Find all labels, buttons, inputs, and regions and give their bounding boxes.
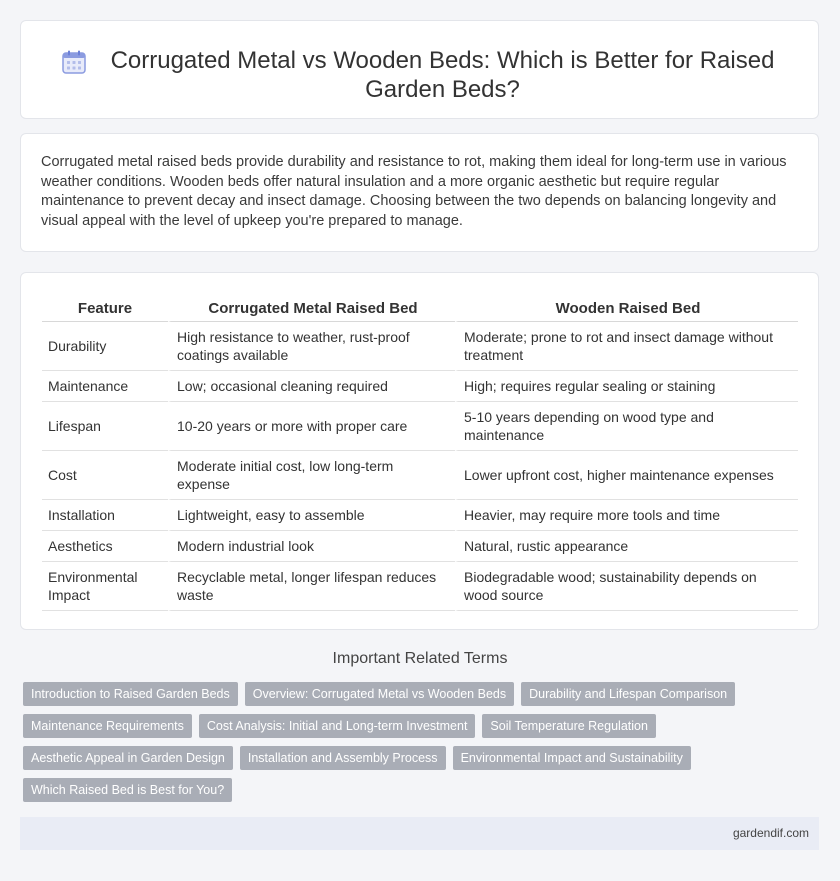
- metal-cell: Modern industrial look: [168, 531, 455, 562]
- wood-cell: Heavier, may require more tools and time: [455, 500, 798, 531]
- related-term-tag[interactable]: Installation and Assembly Process: [240, 746, 446, 770]
- related-term-tag[interactable]: Aesthetic Appeal in Garden Design: [23, 746, 233, 770]
- feature-cell: Maintenance: [42, 371, 168, 402]
- table-header-row: [42, 298, 798, 322]
- feature-cell: Aesthetics: [42, 531, 168, 562]
- related-term-tag[interactable]: Introduction to Raised Garden Beds: [23, 682, 238, 706]
- header-wood: Wooden Raised Bed: [455, 298, 798, 322]
- table-row: [42, 562, 798, 611]
- related-term-tag[interactable]: Environmental Impact and Sustainability: [453, 746, 691, 770]
- footer: [20, 817, 819, 850]
- table-row: [42, 500, 798, 531]
- table-row: [42, 451, 798, 500]
- page-title: Corrugated Metal vs Wooden Beds: Which is Better for Raised Garden Beds?: [110, 47, 775, 103]
- table-row: [42, 531, 798, 562]
- wood-cell: Biodegradable wood; sustainability depends on wood source: [455, 562, 798, 611]
- related-term-tag[interactable]: Cost Analysis: Initial and Long-term Investment: [199, 714, 476, 738]
- related-term-tag[interactable]: Which Raised Bed is Best for You?: [23, 778, 232, 802]
- metal-cell: Recyclable metal, longer lifespan reduces waste: [168, 562, 455, 611]
- related-term-tag[interactable]: Maintenance Requirements: [23, 714, 192, 738]
- wood-cell: 5-10 years depending on wood type and maintenance: [455, 402, 798, 451]
- related-terms-list: [23, 682, 813, 802]
- wood-cell: Natural, rustic appearance: [455, 531, 798, 562]
- table-row: [42, 402, 798, 451]
- related-term-tag[interactable]: Durability and Lifespan Comparison: [521, 682, 735, 706]
- related-term-tag[interactable]: Soil Temperature Regulation: [482, 714, 656, 738]
- wood-cell: High; requires regular sealing or staining: [455, 371, 798, 402]
- footer-site-link[interactable]: gardendif.com: [732, 826, 809, 840]
- feature-cell: Durability: [42, 322, 168, 371]
- header-feature: Feature: [42, 298, 168, 322]
- intro-card: [20, 133, 819, 252]
- feature-cell: Installation: [42, 500, 168, 531]
- related-terms-title: Important Related Terms: [332, 650, 508, 667]
- comparison-card: [20, 272, 819, 630]
- metal-cell: High resistance to weather, rust-proof coatings available: [168, 322, 455, 371]
- metal-cell: 10-20 years or more with proper care: [168, 402, 455, 451]
- metal-cell: Lightweight, easy to assemble: [168, 500, 455, 531]
- comparison-table: [42, 298, 798, 611]
- intro-paragraph: Corrugated metal raised beds provide durability and resistance to rot, making them ideal for long-term use in various weather conditions. Wooden beds offer natural insulation and a more organic aesthetic but require regular maintenance to prevent decay and insect damage. Choosing between the two depends on balancing longevity and visual appeal with the level of upkeep you're prepared to manage.: [41, 154, 787, 229]
- table-row: [42, 322, 798, 371]
- header-card: [20, 20, 819, 119]
- feature-cell: Environmental Impact: [42, 562, 168, 611]
- header-metal: Corrugated Metal Raised Bed: [168, 298, 455, 322]
- wood-cell: Moderate; prone to rot and insect damage without treatment: [455, 322, 798, 371]
- feature-cell: Lifespan: [42, 402, 168, 451]
- metal-cell: Moderate initial cost, low long-term expense: [168, 451, 455, 500]
- table-row: [42, 371, 798, 402]
- related-term-tag[interactable]: Overview: Corrugated Metal vs Wooden Beds: [245, 682, 514, 706]
- metal-cell: Low; occasional cleaning required: [168, 371, 455, 402]
- wood-cell: Lower upfront cost, higher maintenance expenses: [455, 451, 798, 500]
- feature-cell: Cost: [42, 451, 168, 500]
- calendar-icon: [61, 49, 87, 75]
